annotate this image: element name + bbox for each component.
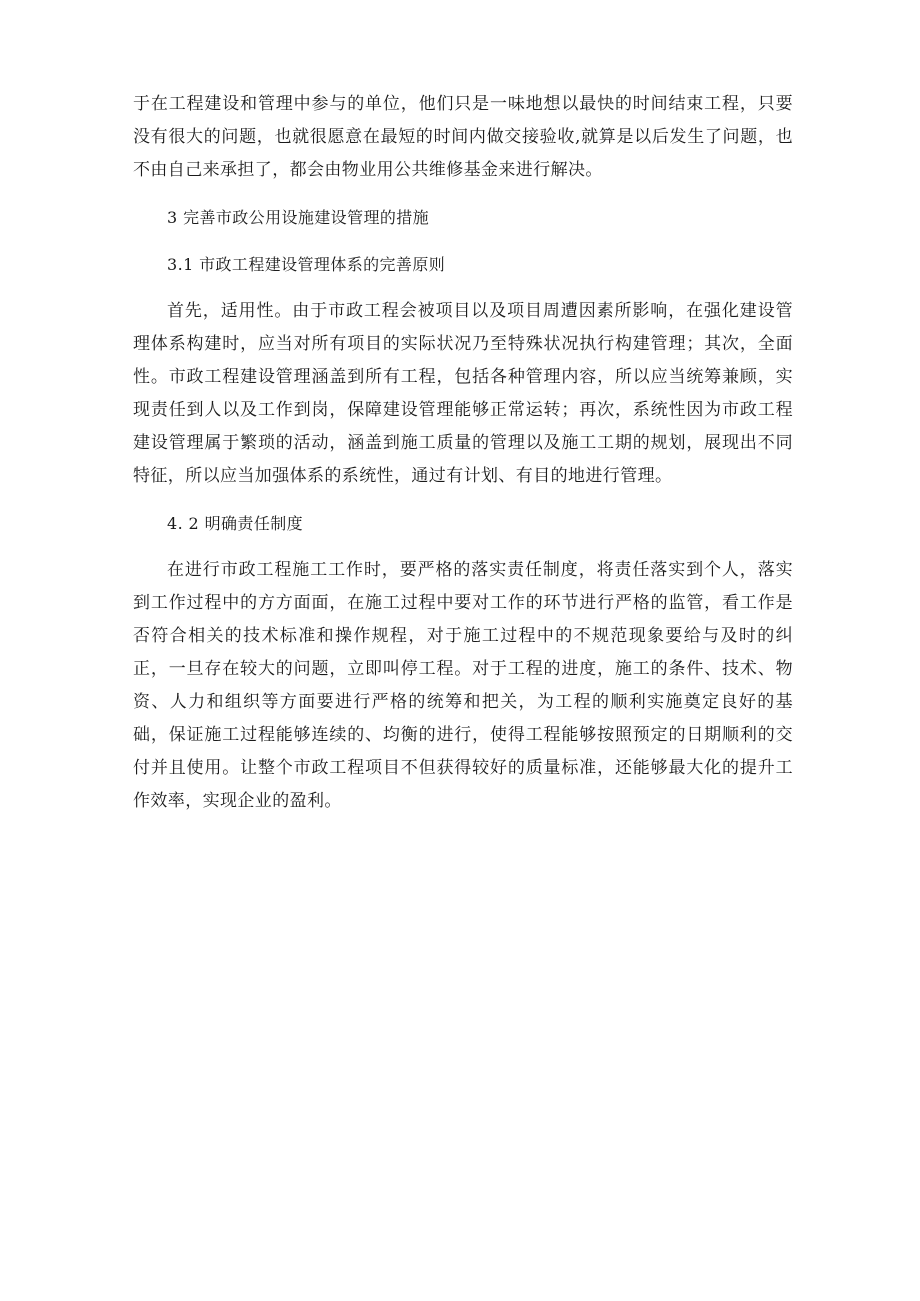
subsection-heading-3-1: 3.1 市政工程建设管理体系的完善原则 xyxy=(167,255,446,274)
section-heading-3: 3 完善市政公用设施建设管理的措施 xyxy=(167,208,430,227)
body-paragraph-responsibility: 在进行市政工程施工工作时，要严格的落实责任制度，将责任落实到个人，落实到工作过程中的方方面面，在施工过程中要对工作的环节进行严格的监管，看工作是否符合相关的技术标准和操作规程，对于施工过程中的不规范现象要给与及时的纠正，一旦存在较大的问题，立即叫停工程。对于工程的进度，施工的条件、技术、物资、人力和组织等方面要进行严格的统筹和把关，为工程的顺利实施奠定良好的基础，保证施工过程能够连续的、均衡的进行，使得工程能够按照预定的日期顺利的交付并且使用。让整个市政工程项目不但获得较好的质量标准，还能够最大化的提升工作效率，实现企业的盈利。 xyxy=(133,560,793,811)
subsection-heading-4-2: 4. 2 明确责任制度 xyxy=(167,514,304,533)
body-paragraph-continuation: 于在工程建设和管理中参与的单位，他们只是一味地想以最快的时间结束工程，只要没有很大的问题，也就很愿意在最短的时间内做交接验收,就算是以后发生了问题，也不由自己来承担了，都会由物业用公共维修基金来进行解决。 xyxy=(133,94,793,180)
body-paragraph-principles: 首先，适用性。由于市政工程会被项目以及项目周遭因素所影响，在强化建设管理体系构建时，应当对所有项目的实际状况乃至特殊状况执行构建管理；其次，全面性。市政工程建设管理涵盖到所有工程，包括各种管理内容，所以应当统筹兼顾，实现责任到人以及工作到岗，保障建设管理能够正常运转；再次，系统性因为市政工程建设管理属于繁琐的活动，涵盖到施工质量的管理以及施工工期的规划，展现出不同特征，所以应当加强体系的系统性，通过有计划、有目的地进行管理。 xyxy=(133,301,793,486)
document-page xyxy=(133,88,793,818)
